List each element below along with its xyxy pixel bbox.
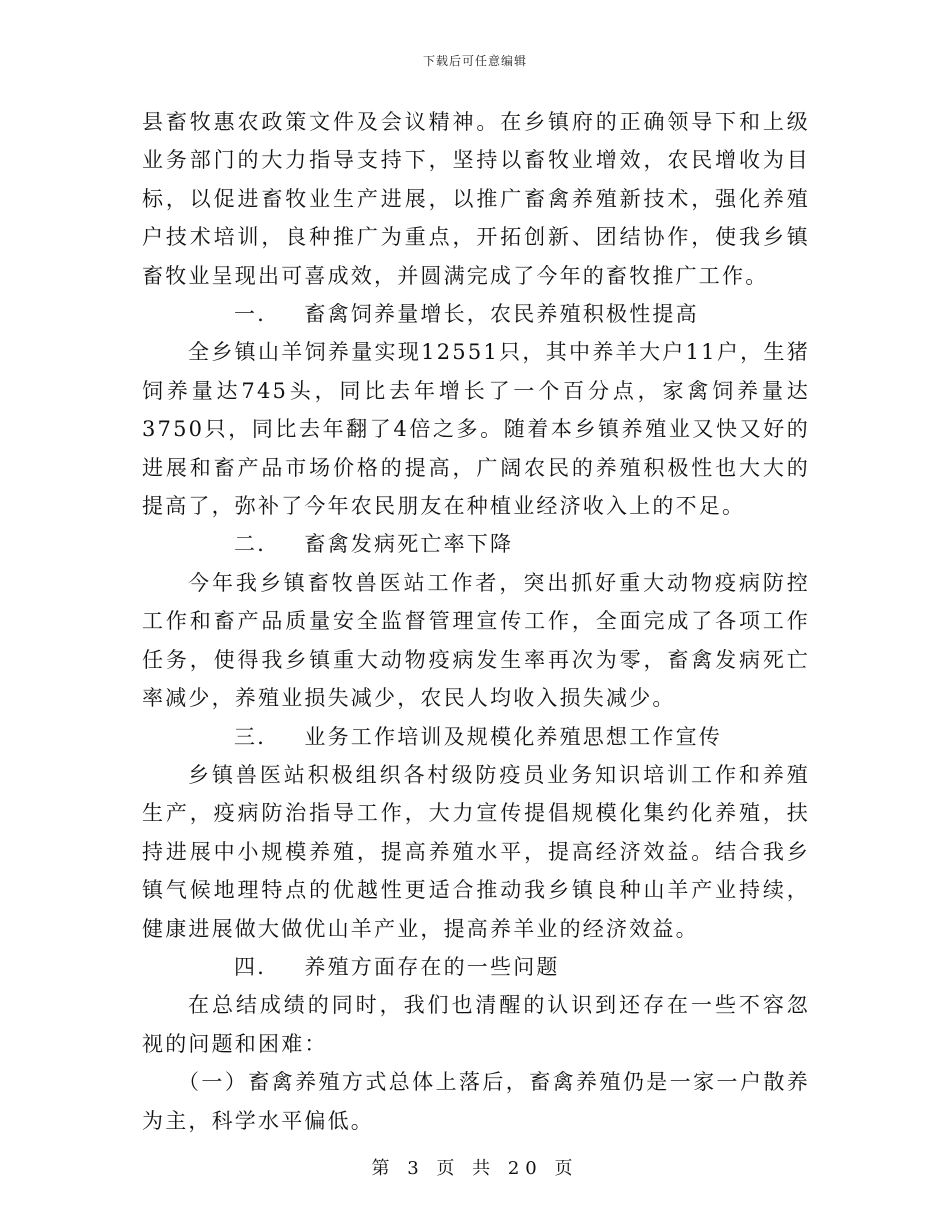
section-title: 养殖方面存在的一些问题	[304, 954, 560, 979]
document-body	[142, 103, 810, 1140]
section-paragraph-3: 乡镇兽医站积极组织各村级防疫员业务知识培训工作和养殖生产，疫病防治指导工作，大力宣传提倡规模化集约化养殖，扶持进展中小规模养殖，提高养殖水平，提高经济效益。结合我乡镇气候地理特点的优越性更适合推动我乡镇良种山羊产业持续，健康进展做大做优山羊产业，提高养羊业的经济效益。	[142, 762, 810, 941]
section-title: 畜禽饲养量增长，农民养殖积极性提高	[304, 302, 699, 327]
section-paragraph-4: 在总结成绩的同时，我们也清醒的认识到还存在一些不容忽视的问题和困难：	[142, 993, 810, 1056]
section-heading-1	[142, 295, 810, 333]
problem-item-1: （一）畜禽养殖方式总体上落后，畜禽养殖仍是一家一户散养为主，科学水平偏低。	[142, 1070, 810, 1133]
section-number: 一．	[234, 302, 281, 327]
section-paragraph-2: 今年我乡镇畜牧兽医站工作者，突出抓好重大动物疫病防控工作和畜产品质量安全监督管理宣传工作，全面完成了各项工作任务，使得我乡镇重大动物疫病发生率再次为零，畜禽发病死亡率减少，养殖业损失减少，农民人均收入损失减少。	[142, 570, 810, 711]
section-number: 四．	[234, 954, 281, 979]
section-heading-4	[142, 948, 810, 986]
page-header: 下载后可任意编辑	[422, 54, 527, 68]
section-number: 三．	[234, 724, 281, 749]
section-number: 二．	[234, 532, 281, 557]
section-title: 业务工作培训及规模化养殖思想工作宣传	[304, 724, 723, 749]
section-title: 畜禽发病死亡率下降	[304, 532, 514, 557]
intro-paragraph: 县畜牧惠农政策文件及会议精神。在乡镇府的正确领导下和上级业务部门的大力指导支持下，坚持以畜牧业增效，农民增收为目标，以促进畜牧业生产进展，以推广畜禽养殖新技术，强化养殖户技术培训，良种推广为重点，开拓创新、团结协作，使我乡镇畜牧业呈现出可喜成效，并圆满完成了今年的畜牧推广工作。	[142, 110, 810, 288]
page-number: 第 3 页 共 20 页	[371, 1158, 579, 1179]
section-heading-3	[142, 718, 810, 756]
section-paragraph-1: 全乡镇山羊饲养量实现12551只，其中养羊大户11户，生猪饲养量达745头，同比去年增长了一个百分点，家禽饲养量达3750只，同比去年翻了4倍之多。随着本乡镇养殖业又快又好的进展和畜产品市场价格的提高，广阔农民的养殖积极性也大大的提高了，弥补了今年农民朋友在种植业经济收入上的不足。	[142, 340, 810, 519]
section-heading-2	[142, 525, 810, 563]
